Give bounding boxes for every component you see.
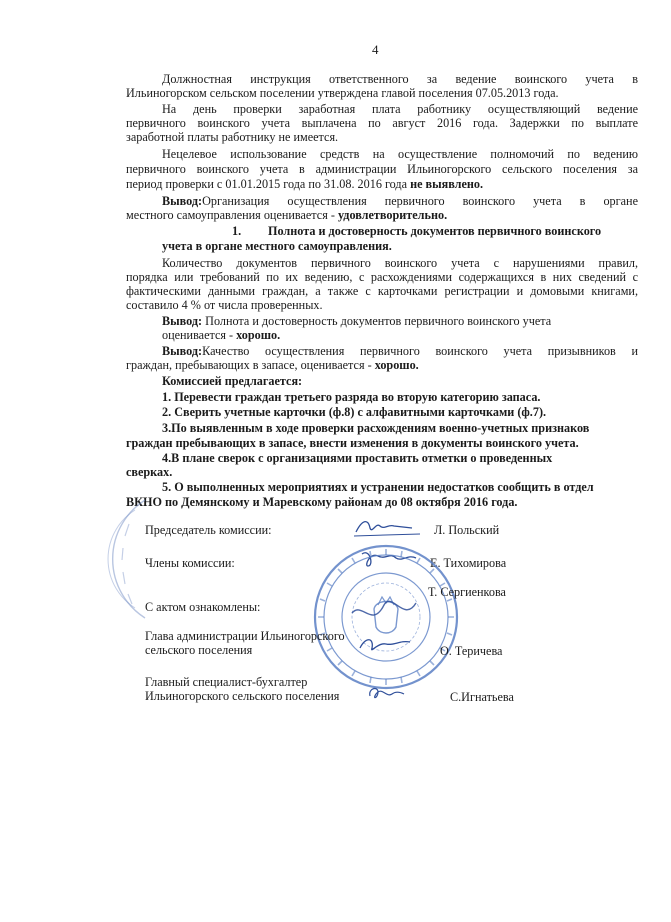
- para4-line4: составило 4 % от числа проверенных.: [126, 298, 323, 312]
- accountant-title-line2: Ильиногорского сельского поселения: [145, 689, 340, 703]
- para3-line3: [126, 177, 483, 191]
- conclusion2-label: Вывод:: [162, 314, 203, 328]
- head-title-line2: сельского поселения: [145, 643, 253, 657]
- proposal-item-3-line2: граждан пребывающих в запасе, внести изменения в документы воинского учета.: [126, 436, 579, 450]
- page-number: 4: [372, 42, 379, 57]
- head-name: О. Теричева: [440, 644, 503, 658]
- conclusion3-text: Качество осуществления первичного воинского учета призывников и: [202, 344, 638, 358]
- head-title-line1: Глава администрации Ильиногорского: [145, 629, 345, 643]
- proposal-item-4-line1: 4.В плане сверок с организациями проставить отметки о проведенных: [162, 451, 553, 465]
- conclusion3-line1: [162, 344, 638, 358]
- para3-not-found: не выявлено.: [410, 177, 484, 191]
- member2-name: Т. Сергиенкова: [428, 585, 506, 599]
- proposal-item-4-line2: сверках.: [126, 465, 173, 479]
- chair-label: Председатель комиссии:: [145, 523, 272, 537]
- para3-line2: первичного воинского учета в администрации Ильиногорского сельского поселения за: [126, 162, 638, 176]
- conclusion2-line2: [162, 328, 280, 342]
- proposal-item-1: 1. Перевести граждан третьего разряда во вторую категорию запаса.: [162, 390, 541, 404]
- para2-line3: заработной платы работнику не имеется.: [126, 130, 339, 144]
- head-signature-icon: [356, 632, 416, 656]
- para4-line2: порядка или требований по их ведению, с расхождениями содержащихся в них сведений с: [126, 270, 638, 284]
- para1-line2: Ильиногорском сельском поселении утверждена главой поселения 07.05.2013 года.: [126, 86, 559, 100]
- member1-name: Е. Тихомирова: [430, 556, 507, 570]
- proposals-heading: Комиссией предлагается:: [162, 374, 303, 388]
- conclusion3-rating: хорошо.: [374, 358, 419, 372]
- conclusion1-text: Организация осуществления первичного воинского учета в органе: [202, 194, 638, 208]
- conclusion2-rating: хорошо.: [236, 328, 281, 342]
- para4-line1: Количество документов первичного воинского учета с нарушениями правил,: [162, 256, 638, 270]
- para2-line1: На день проверки заработная плата работнику осуществляющий ведение: [162, 102, 638, 116]
- proposal-item-3-line1: 3.По выявленным в ходе проверки расхождениям военно-учетных признаков: [162, 421, 590, 435]
- section1-title-line2: учета в органе местного самоуправления.: [162, 239, 392, 253]
- section1-number: 1.: [232, 224, 242, 238]
- chair-signature-icon: [352, 514, 424, 540]
- conclusion2-text: Полнота и достоверность документов первичного воинского учета: [202, 314, 552, 328]
- para4-line3: фактическими данными граждан, а также с карточками регистрации и домовыми книгами,: [126, 284, 638, 298]
- conclusion3-label: Вывод:: [162, 344, 203, 358]
- conclusion2-line1: [162, 314, 551, 328]
- accountant-signature-icon: [364, 682, 408, 704]
- proposal-item-5-line2: ВКНО по Демянскому и Маревскому районам до 08 октября 2016 года.: [126, 495, 518, 509]
- conclusion1-line1: [162, 194, 638, 208]
- conclusion1-line2-text: местного самоуправления оценивается -: [126, 208, 338, 222]
- para1-line1: Должностная инструкция ответственного за ведение воинского учета в: [162, 72, 638, 86]
- proposal-item-2: 2. Сверить учетные карточки (ф.8) с алфавитными карточками (ф.7).: [162, 405, 547, 419]
- conclusion3-line2-text: граждан, пребывающих в запасе, оценивается -: [126, 358, 375, 372]
- accountant-title-line1: Главный специалист-бухгалтер: [145, 675, 308, 689]
- proposal-item-5-line1: 5. О выполненных мероприятиях и устранении недостатков сообщить в отдел: [162, 480, 594, 494]
- conclusion2-line2-text: оценивается -: [162, 328, 237, 342]
- para3-line3-text: период проверки с 01.01.2015 года по 31.08. 2016 года: [126, 177, 411, 191]
- members-label: Члены комиссии:: [145, 556, 235, 570]
- section1-title-line1: Полнота и достоверность документов первичного воинского: [268, 224, 602, 238]
- para2-line2: первичного воинского учета выплачена по август 2016 года. Задержки по выплате: [126, 116, 638, 130]
- conclusion1-line2: [126, 208, 447, 222]
- conclusion1-rating: удовлетворительно.: [337, 208, 448, 222]
- accountant-name: С.Игнатьева: [450, 690, 514, 704]
- acquainted-label: С актом ознакомлены:: [145, 600, 261, 614]
- para3-line1: Нецелевое использование средств на осуществление полномочий по ведению: [162, 147, 638, 161]
- official-round-stamp-icon: [312, 543, 460, 691]
- chair-name: Л. Польский: [434, 523, 500, 537]
- conclusion1-label: Вывод:: [162, 194, 203, 208]
- conclusion3-line2: [126, 358, 419, 372]
